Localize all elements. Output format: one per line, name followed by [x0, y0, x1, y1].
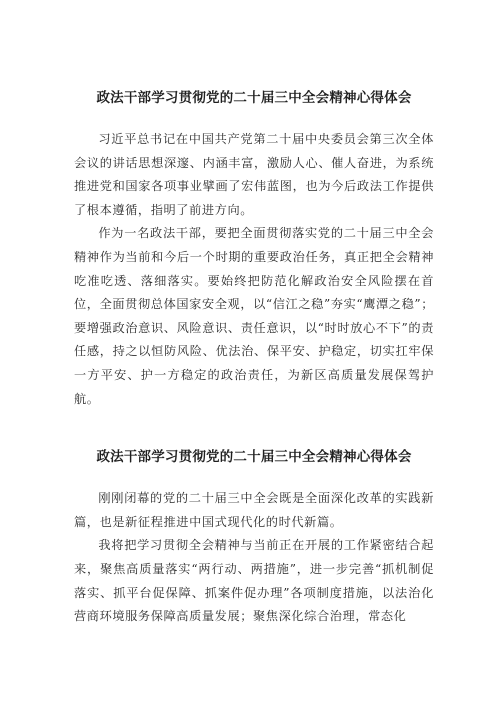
article-title: 政法干部学习贯彻党的二十届三中全会精神心得体会 [96, 449, 412, 466]
paragraph: 刚刚闭幕的党的二十届三中全会既是全面深化改革的实践新篇，也是新征程推进中国式现代化的时代新篇。 [74, 491, 434, 529]
paragraph: 我将把学习贯彻全会精神与当前正在开展的工作紧密结合起来，聚焦高质量落实“两行动、两措施”，进一步完善“抓机制促落实、抓平台促保障、抓案件促办理”各项制度措施，以法治化营商环境服务保障高质量发展；聚焦深化综合治理，常态化 [74, 538, 434, 624]
article-section-2 [74, 447, 434, 629]
paragraph: 习近平总书记在中国共产党第二十届中央委员会第三次全体会议的讲话思想深邃、内涵丰富，激励人心、催人奋进，为系统推进党和国家各项事业擘画了宏伟蓝图，也为今后政法工作提供了根本遵循，指明了前进方向。 [74, 132, 434, 217]
article-section-1 [74, 88, 434, 411]
article-title: 政法干部学习贯彻党的二十届三中全会精神心得体会 [96, 90, 412, 106]
paragraph: 作为一名政法干部，要把全面贯彻落实党的二十届三中全会精神作为当前和今后一个时期的重要政治任务，真正把全会精神吃准吃透、落细落实。要始终把防范化解政治安全风险摆在首位，全面贯彻总体国家安全观，以“信江之稳”夯实“鹰潭之稳”；要增强政治意识、风险意识、责任意识，以“时时放心不下”的责任感，持之以恒防风险、优法治、保平安、护稳定，切实扛牢保一方平安、护一方稳定的政治责任，为新区高质量发展保驾护航。 [74, 226, 434, 406]
